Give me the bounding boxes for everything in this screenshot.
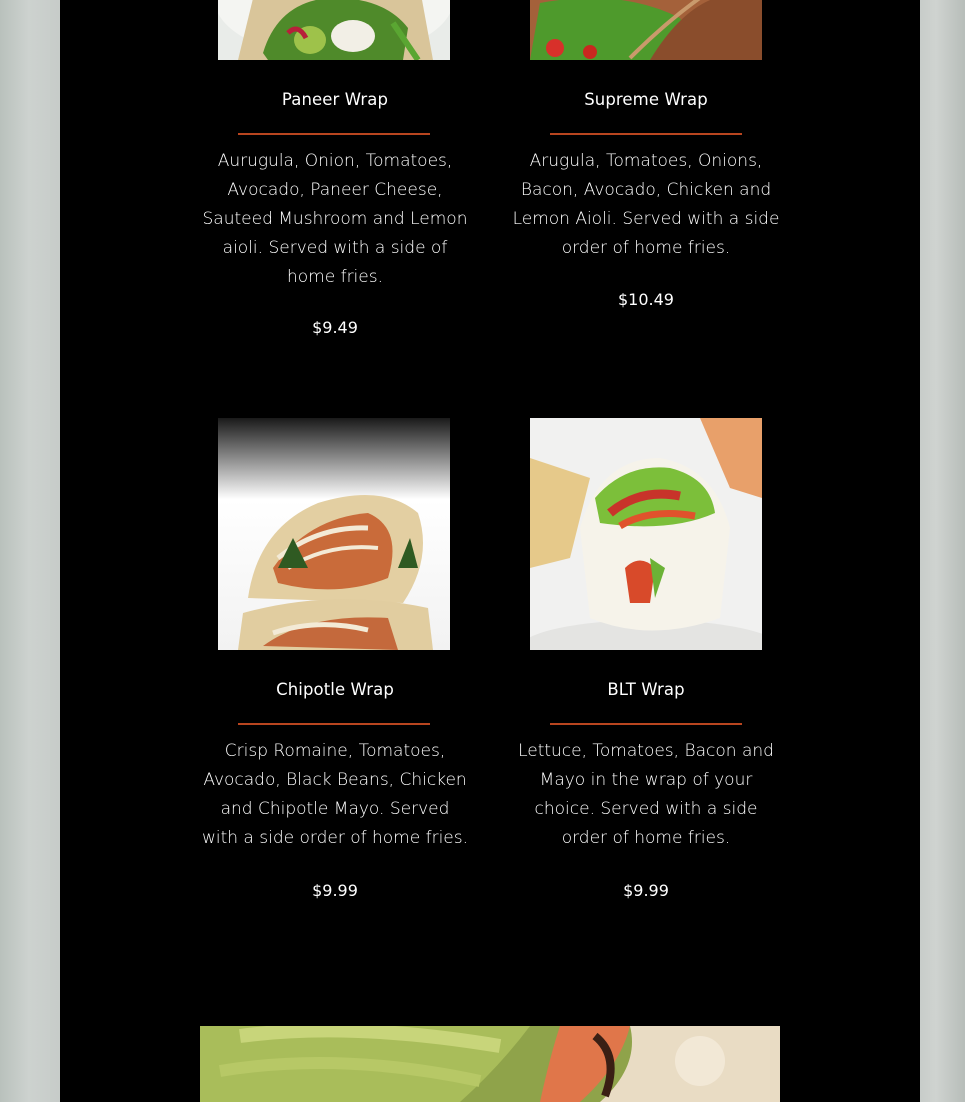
item-description-supreme-wrap: Arugula, Tomatoes, Onions, Bacon, Avocado, Chicken and Lemon Aioli. Served with a side order of home fries. (512, 151, 780, 258)
item-description-paneer-wrap: Aurugula, Onion, Tomatoes, Avocado, Paneer Cheese, Sauteed Mushroom and Lemon aioli. Served with a side of home fries. (202, 151, 468, 287)
item-divider (238, 723, 430, 725)
item-divider (238, 133, 430, 135)
chipotle-wrap-photo (218, 418, 450, 650)
item-price-blt-wrap: $9.99 (623, 881, 669, 900)
item-divider (550, 723, 742, 725)
item-name-blt-wrap: BLT Wrap (607, 680, 685, 699)
menu-panel (60, 0, 920, 1102)
paneer-wrap-photo (218, 0, 450, 60)
item-price-chipotle-wrap: $9.99 (312, 881, 358, 900)
avocado-sandwich-photo (200, 1026, 780, 1102)
blt-wrap-photo (530, 418, 762, 650)
item-name-paneer-wrap: Paneer Wrap (281, 90, 389, 109)
item-name-supreme-wrap: Supreme Wrap (584, 90, 708, 109)
item-price-paneer-wrap: $9.49 (312, 318, 358, 337)
item-price-supreme-wrap: $10.49 (618, 290, 674, 309)
item-description-blt-wrap: Lettuce, Tomatoes, Bacon and Mayo in the wrap of your choice. Served with a side order of home fries. (518, 741, 774, 848)
supreme-wrap-photo (530, 0, 762, 60)
item-name-chipotle-wrap: Chipotle Wrap (276, 680, 394, 699)
item-description-chipotle-wrap: Crisp Romaine, Tomatoes, Avocado, Black Beans, Chicken and Chipotle Mayo. Served with a side order of home fries. (201, 741, 469, 848)
item-divider (550, 133, 742, 135)
